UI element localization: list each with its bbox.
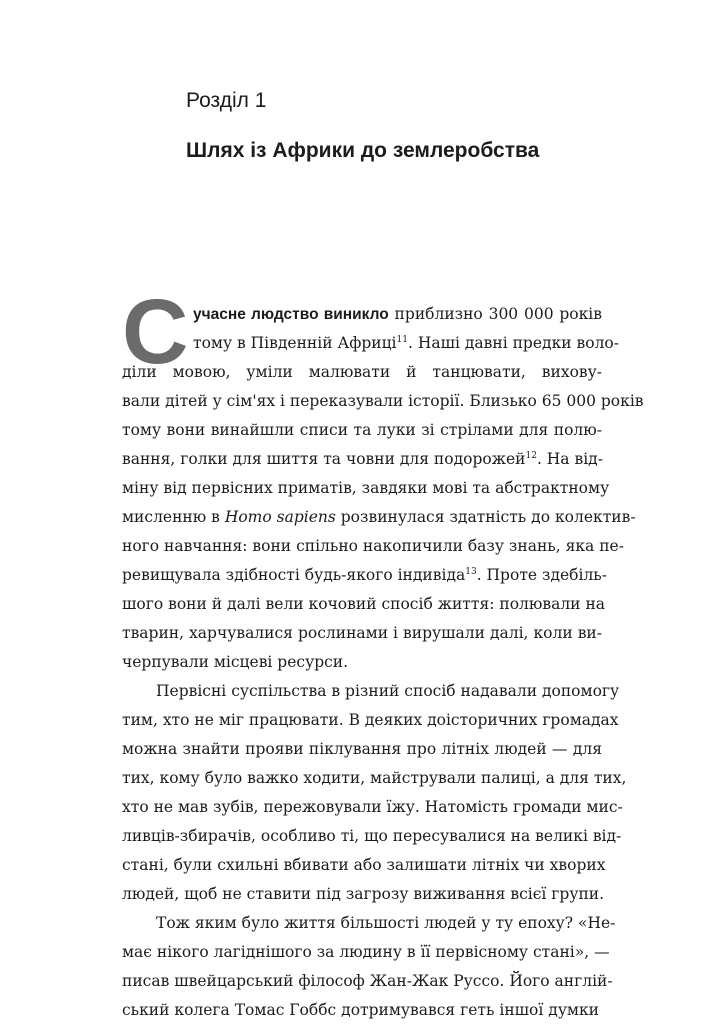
text-line: тварин, харчувалися рослинами і вирушали далі, коли ви- [122, 624, 602, 642]
body-text [122, 281, 644, 1025]
text-line [122, 300, 602, 329]
text-line: ливців-збирачів, особливо ті, що пересувалися на великі від- [122, 827, 622, 845]
text-line: тим, хто не міг працювати. В деяких доісторичних громадах [122, 711, 619, 729]
text-line: Первісні суспільства в різний спосіб надавали допомогу [156, 682, 620, 700]
text-line: ного навчання: вони спільно накопичили базу знань, яка пе- [122, 537, 624, 555]
italic-term: Homo sapiens [224, 508, 336, 526]
text-line: стані, були схильні вбивати або залишати літніх чи хворих [122, 856, 606, 874]
paragraph-1 [122, 281, 644, 677]
text-line: тому вони винайшли списи та луки зі стрілами для полю- [122, 421, 602, 439]
text-span: розвинулася здатність до колектив- [335, 508, 636, 526]
text-span: . Наші давні предки воло- [407, 334, 619, 352]
text-span: приблизно 300 000 років [388, 305, 602, 323]
paragraph-2 [122, 677, 627, 909]
chapter-title: Шлях із Африки до землеробства [186, 139, 540, 162]
paragraph-3 [122, 909, 616, 1025]
footnote-ref-12[interactable]: 12 [525, 451, 537, 461]
chapter-label: Розділ 1 [186, 89, 267, 112]
text-line: Тож яким було життя більшості людей у ту епоху? «Не- [156, 914, 616, 932]
text-line: ський колега Томас Гоббс дотримувався геть іншої думки [122, 1001, 600, 1019]
text-span: тому в Південній Африці [193, 334, 397, 352]
text-span: вання, голки для шиття та човни для подорожей [122, 450, 526, 468]
text-span: мисленню в [122, 508, 225, 526]
text-span: . Проте здебіль- [476, 566, 607, 584]
lead-in-bold: учасне людство виникло [193, 306, 389, 323]
text-line [122, 329, 619, 358]
text-line: шого вони й далі вели кочовий спосіб життя: полювали на [122, 595, 606, 613]
text-line: міну від первісних приматів, завдяки мові та абстрактному [122, 479, 610, 497]
text-line: можна знайти прояви піклування про літніх людей — для [122, 740, 602, 758]
text-line: діли мовою, уміли малювати й танцювати, вихову- [122, 363, 602, 381]
text-line [122, 561, 607, 590]
drop-cap-letter: С [122, 281, 189, 383]
text-line [122, 445, 602, 474]
text-line: людей, щоб не ставити під загрозу виживання всієї групи. [122, 885, 605, 903]
text-line: вали дітей у сім'ях і переказували історії. Близько 65 000 років [122, 392, 644, 410]
footnote-ref-13[interactable]: 13 [465, 567, 477, 577]
text-line: хто не мав зубів, пережовували їжу. Натомість громади мис- [122, 798, 623, 816]
text-span: ревищувала здібності будь-якого індивіда [122, 566, 466, 584]
text-line: тих, кому було важко ходити, майстрували палиці, а для тих, [122, 769, 627, 787]
text-line [122, 503, 636, 532]
text-line: писав швейцарський філософ Жан-Жак Руссо. Його англій- [122, 972, 613, 990]
footnote-ref-11[interactable]: 11 [396, 335, 408, 345]
text-line: має нікого лагіднішого за людину в її первісному стані», — [122, 943, 610, 961]
text-span: . На від- [536, 450, 603, 468]
text-line: черпували місцеві ресурси. [122, 653, 349, 671]
